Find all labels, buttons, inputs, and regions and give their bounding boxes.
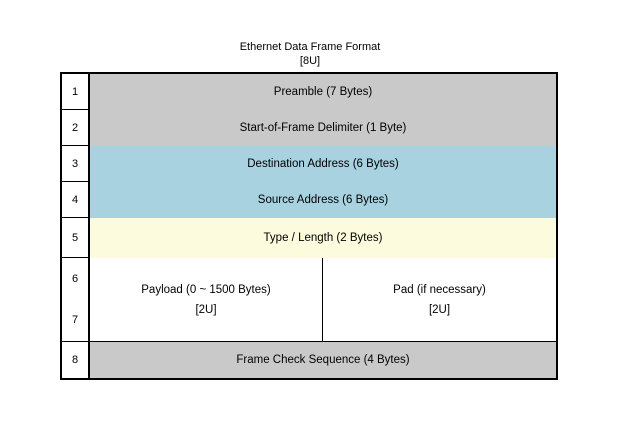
row-index: 1 [62,74,90,109]
row-index: 6 [71,272,79,285]
row-label: Type / Length (2 Bytes) [90,218,556,258]
row-label: Frame Check Sequence (4 Bytes) [90,342,556,378]
frame-row-type-length [62,218,556,258]
row-label: Preamble (7 Bytes) [90,74,556,110]
pad-cell [323,258,556,341]
frame-row-frame-check-sequence [62,342,556,378]
row-label: Start-of-Frame Delimiter (1 Byte) [90,110,556,146]
payload-cell [90,258,323,341]
diagram-title [60,40,560,68]
frame-row-source-address [62,182,556,218]
row-index: 7 [71,314,79,327]
row-index: 2 [62,110,90,145]
row-label: Source Address (6 Bytes) [90,182,556,218]
row-label: Destination Address (6 Bytes) [90,146,556,182]
frame-row-destination-address [62,146,556,182]
pad-label: Pad (if necessary) [393,283,486,296]
frame-row-sfd [62,110,556,146]
frame-table [60,72,558,380]
row-index: 3 [62,146,90,181]
payload-label: Payload (0 ~ 1500 Bytes) [141,283,271,296]
frame-row-payload-pad [62,258,556,342]
row-index-stack [62,258,90,341]
payload-note: [2U] [195,303,217,316]
pad-note: [2U] [428,303,451,316]
row-index: 4 [62,182,90,217]
frame-row-preamble [62,74,556,110]
payload-pad-split [90,258,556,341]
row-index: 8 [62,342,90,378]
diagram-title-line-2: [8U] [299,55,321,67]
row-index: 5 [62,218,90,257]
diagram-title-line-1: Ethernet Data Frame Format [239,41,381,53]
